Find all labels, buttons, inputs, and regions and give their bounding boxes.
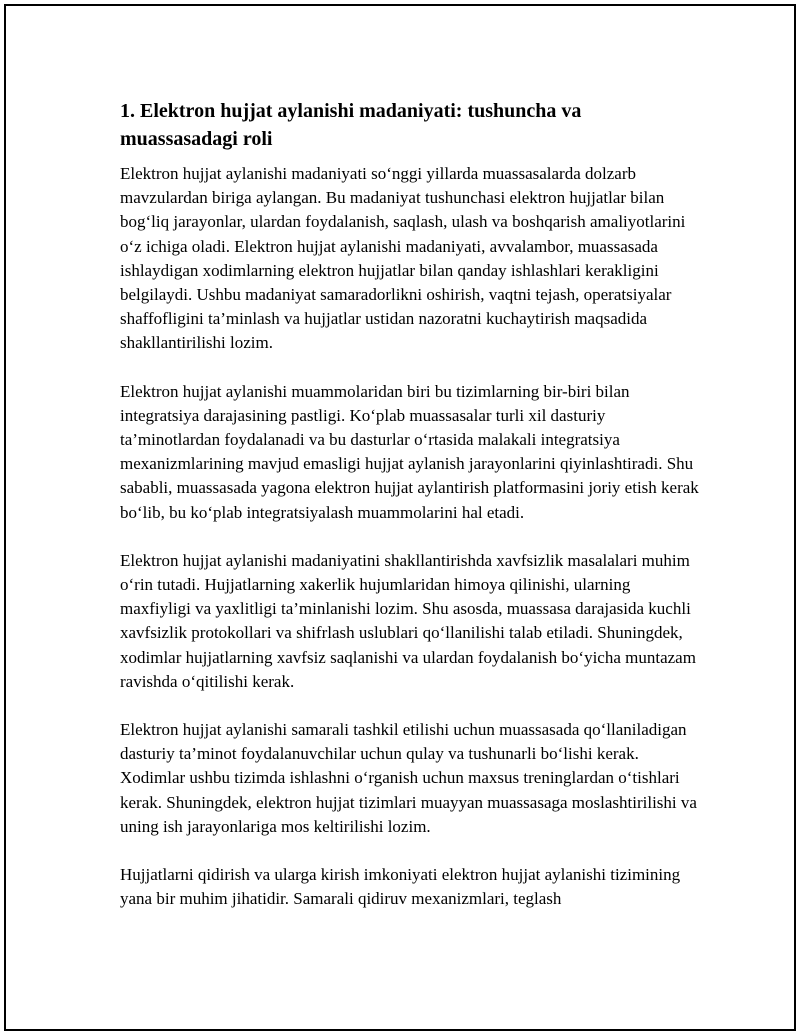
paragraph-integration-problem: Elektron hujjat aylanishi muammolaridan biri bu tizimlarning bir-biri bilan integratsiya darajasining pastligi. Ko‘plab muassasalar turli xil dasturiy ta’minotlardan foydalanadi va bu dasturlar o‘rtasida malakali integratsiya mexanizmlarining mavjud emasligi hujjat aylanish jarayonlarini qiyinlashtiradi. Shu sababli, muassasada yagona elektron hujjat aylantirish platformasini joriy etish kerak bo‘lib, bu ko‘plab integratsiyalash muammolarini hal etadi. [120,381,699,522]
paragraph-culture-concept: Elektron hujjat aylanishi madaniyati so‘nggi yillarda muassasalarda dolzarb mavzulardan biriga aylangan. Bu madaniyat tushunchasi elektron hujjatlar bilan bog‘liq jarayonlar, ulardan foydalanish, saqlash, ulash va boshqarish amaliyotlarini o‘z ichiga oladi. Elektron hujjat aylanishi madaniyati, avvalambor, muassasada ishlaydigan xodimlarning elektron hujjatlar bilan qanday ishlashlari kerakligini belgilaydi. Ushbu madaniyat samaradorlikni oshirish, vaqtni tejash, operatsiyalar shaffofligini ta’minlash va hujjatlar ustidan nazoratni kuchaytirish maqsadida shakllantirilishi lozim. [120,164,686,353]
paragraph-security: Elektron hujjat aylanishi madaniyatini shakllantirishda xavfsizlik masalalari muhim o‘rin tutadi. Hujjatlarning xakerlik hujumlaridan himoya qilinishi, ularning maxfiyligi va yaxlitligi ta’minlanishi lozim. Shu asosda, muassasa darajasida kuchli xavfsizlik protokollari va shifrlash uslublari qo‘llanilishi talab etiladi. Shuningdek, xodimlar hujjatlarning xavfsiz saqlanishi va ulardan foydalanish bo‘yicha muntazam ravishda o‘qitilishi kerak. [120,550,696,691]
paragraph-search-access: Hujjatlarni qidirish va ularga kirish imkoniyati elektron hujjat aylanishi tizimining yana bir muhim jihatidir. Samarali qidiruv mexanizmlari, teglash [120,865,681,909]
document-body [120,97,700,935]
section-heading: 1. Elektron hujjat aylanishi madaniyati: tushuncha va muassasadagi roli [120,100,582,150]
page-frame [4,4,796,1031]
paragraph-software-usability: Elektron hujjat aylanishi samarali tashkil etilishi uchun muassasada qo‘llaniladigan dasturiy ta’minot foydalanuvchilar uchun qulay va tushunarli bo‘lishi kerak. Xodimlar ushbu tizimda ishlashni o‘rganish uchun maxsus treninglardan o‘tishlari kerak. Shuningdek, elektron hujjat tizimlari muayyan muassasaga moslashtirilishi va uning ish jarayonlariga mos keltirilishi lozim. [120,720,697,836]
